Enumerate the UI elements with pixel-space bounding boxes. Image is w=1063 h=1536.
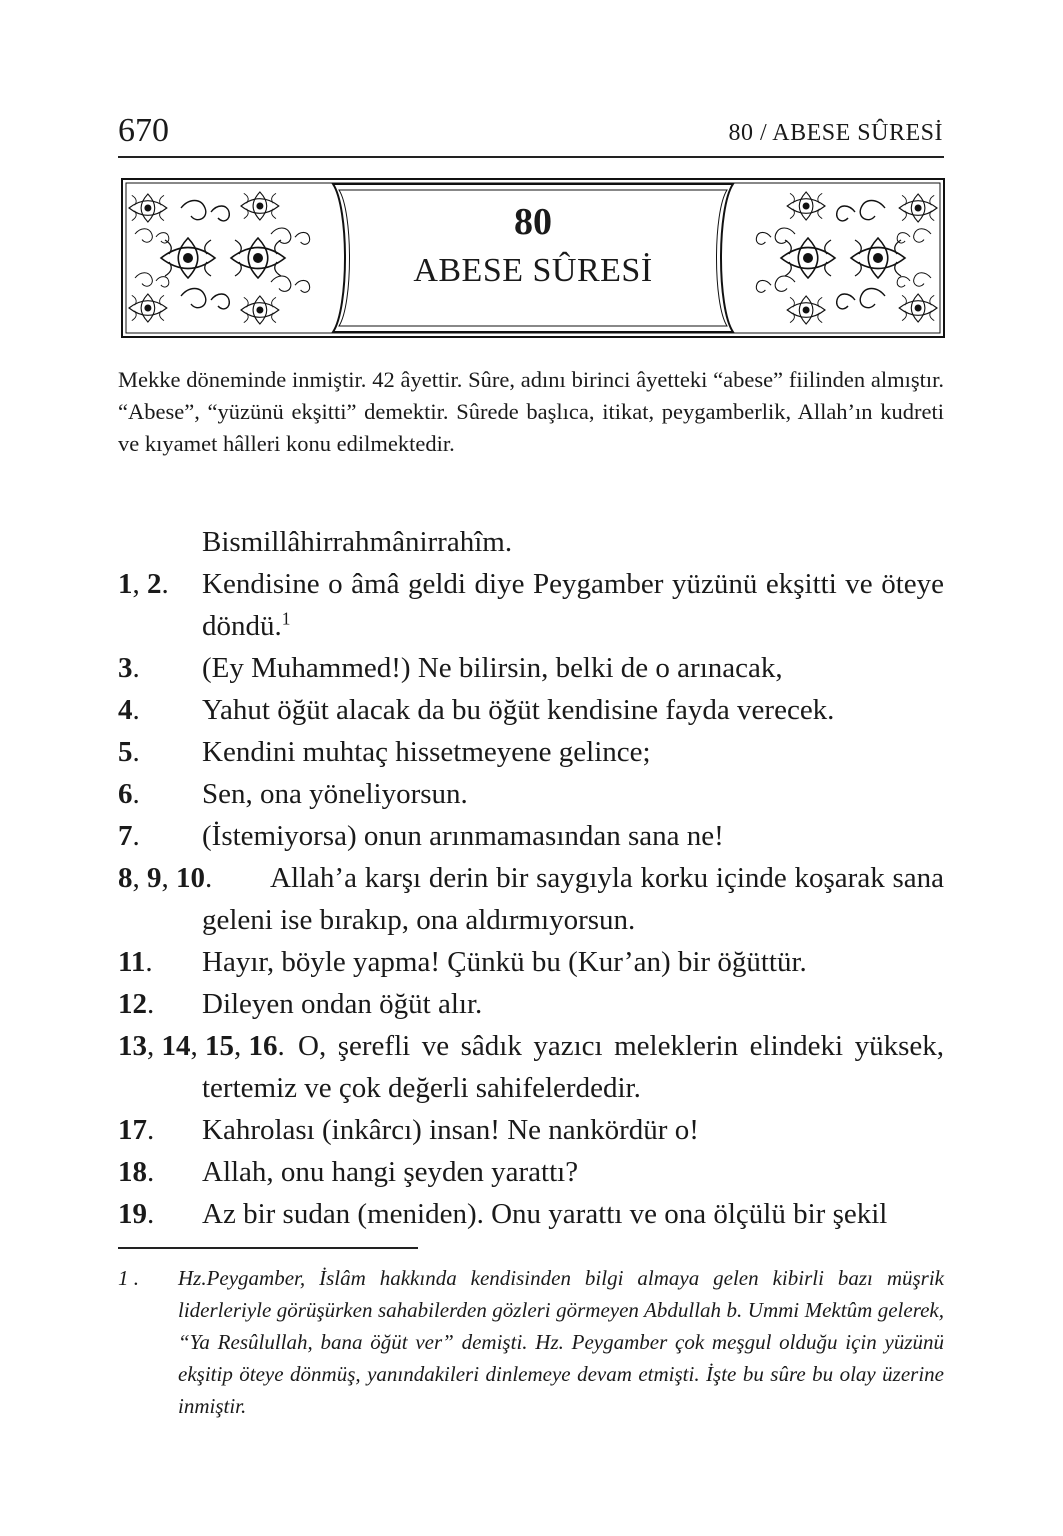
verse-text-content: Az bir sudan (meniden). Onu yarattı ve ona ölçülü bir şekil [202,1198,888,1230]
verse-number-part: 12 [118,988,147,1020]
verse-number-part: 19 [118,1198,147,1230]
header-rule [118,156,944,158]
verse-text-content: Kendini muhtaç hissetmeyene gelince; [202,736,651,768]
verse-text [118,731,944,773]
verse-text-content: Dileyen ondan öğüt alır. [202,988,483,1020]
verse-text [118,815,944,857]
verse-number: 7. [118,820,140,852]
verse-text [118,1109,944,1151]
verse-text [118,647,944,689]
verse-text-content: (Ey Muhammed!) Ne bilirsin, belki de o arınacak, [202,652,783,684]
surah-title: ABESE SÛRESİ [413,252,653,289]
verse-text-content: Yahut öğüt alacak da bu öğüt kendisine fayda verecek. [202,694,835,726]
verse-number-part: 5 [118,736,133,768]
surah-introduction: Mekke döneminde inmiştir. 42 âyettir. Sûre, adını birinci âyetteki “abese” fiilinden almıştır. “Abese”, “yüzünü ekşitti” demektir. Sûrede başlıca, itikat, peygamberlik, Allah’ın kudreti ve kıyamet hâlleri konu edilmektedir. [118,367,944,456]
verse-text [118,983,944,1025]
verse-text [118,773,944,815]
verse-text-content: O, şerefli ve sâdık yazıcı meleklerin elindeki yüksek, tertemiz ve çok değerli sahifelerdedir. [202,1030,944,1104]
verse-text-content: Hayır, böyle yapma! Çünkü bu (Kur’an) bir öğüttür. [202,946,807,978]
verse-number: 3. [118,652,140,684]
verse-text [118,563,944,647]
footnote-rule [118,1247,418,1249]
verse-text-content: Allah, onu hangi şeyden yarattı? [202,1156,579,1188]
verse-number-part: 8 [118,862,133,894]
verse-number: 1, 2. [118,568,169,600]
footnote-text: Hz.Peygamber, İslâm hakkında kendisinden bilgi almaya gelen kibirli bazı müşrik liderleriyle görüşürken sahabilerden gözleri görmeyen Abdullah b. Ummi Mektûm gelerek, “Ya Resûlullah, bana öğüt ver” demişti. Hz. Peygamber çok meşgul olduğu için yüzünü ekşitip öteye dönmüş, yanındakileri dinlemeye devam etmişti. İşte bu sûre bu olay üzerine inmiştir. [178,1266,944,1418]
verse-row [118,689,944,731]
verse-number: 4. [118,694,140,726]
footnote-reference: 1 [281,608,291,629]
verse-text-content: Sen, ona yöneliyorsun. [202,778,468,810]
verse-row [118,1109,944,1151]
verse-row [118,857,944,941]
verse-row [118,731,944,773]
verse-number-part: 6 [118,778,133,810]
basmala: Bismillâhirrahmânirrahîm. [202,526,513,558]
verse-number: 8, 9, 10. [118,862,213,894]
verse-row [118,1193,944,1235]
verse-number-part: 2 [147,568,162,600]
verse-text [118,1193,944,1235]
footnote [118,1262,944,1422]
verse-number-part: 10 [176,862,205,894]
footnote-mark: 1 . [118,1266,139,1290]
verse-number-part: 11 [118,946,146,978]
verse-text-content: Kendisine o âmâ geldi diye Peygamber yüzünü ekşitti ve öteye döndü. [202,568,944,642]
verse-number-part: 13 [118,1030,147,1062]
verse-text [118,857,944,941]
surah-banner [121,178,945,338]
verse-text [118,1151,944,1193]
verse-number: 6. [118,778,140,810]
verse-number: 11. [118,946,153,978]
verse-text-content: Kahrolası (inkârcı) insan! Ne nankördür o! [202,1114,699,1146]
verse-number-part: 9 [147,862,162,894]
page-number: 670 [118,112,169,149]
verse-number-part: 1 [118,568,133,600]
surah-number: 80 [514,201,552,243]
verse-number: 17. [118,1114,155,1146]
verse-number-part: 7 [118,820,133,852]
verse-number: 13, 14, 15, 16. [118,1030,285,1062]
verse-number-part: 17 [118,1114,147,1146]
verse-text [118,689,944,731]
verse-number-part: 16 [248,1030,278,1062]
verse-number: 12. [118,988,155,1020]
verse-number-part: 14 [161,1030,191,1062]
running-head: 80 / ABESE SÛRESİ [728,120,943,146]
verse-text [118,941,944,983]
verse-row [118,983,944,1025]
verse-number-part: 4 [118,694,133,726]
verse-row [118,773,944,815]
verse-text-content: Allah’a karşı derin bir saygıyla korku içinde koşarak sana geleni ise bırakıp, ona aldırmıyorsun. [202,862,944,936]
verse-text-content: (İstemiyorsa) onun arınmamasından sana ne! [202,820,724,852]
verse-number-part: 3 [118,652,133,684]
verse-row [118,815,944,857]
verse-number-part: 18 [118,1156,147,1188]
verse-row [118,1025,944,1109]
verse-number: 5. [118,736,140,768]
verse-row [118,647,944,689]
verse-number: 18. [118,1156,155,1188]
verse-number: 19. [118,1198,155,1230]
verse-number-part: 15 [205,1030,234,1062]
verse-row [118,563,944,647]
verse-row [118,1151,944,1193]
verse-list [118,521,944,1235]
verse-row [118,941,944,983]
